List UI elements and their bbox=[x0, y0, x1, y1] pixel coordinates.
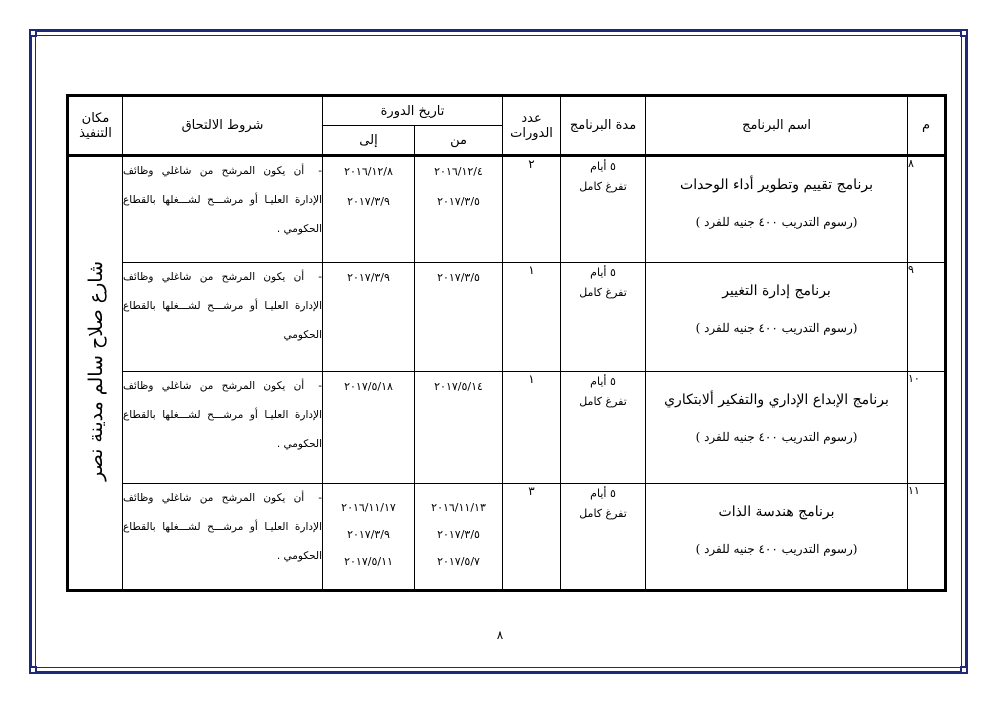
date-to: ٢٠١٦/١١/١٧ ٢٠١٧/٣/٩ ٢٠١٧/٥/١١ bbox=[323, 483, 415, 590]
header-num: م bbox=[908, 96, 946, 156]
date-to: ٢٠١٧/٣/٩ bbox=[323, 263, 415, 372]
bullet-dash: - bbox=[318, 165, 322, 177]
border-corner bbox=[960, 666, 968, 674]
conditions-text: أن يكون المرشح من شاغلي وظائف الإدارة العليـا أو مرشـــح لشـــغلها بالقطاع الحكومي . bbox=[123, 165, 322, 235]
table-row bbox=[68, 483, 946, 590]
duration-mode: تفرغ كامل bbox=[579, 395, 627, 409]
date-to: ٢٠١٦/١٢/٨ ٢٠١٧/٣/٩ bbox=[323, 156, 415, 263]
header-date-from: من bbox=[415, 126, 503, 156]
border-corner bbox=[29, 29, 37, 37]
program-name: برنامج تقييم وتطوير أداء الوحدات bbox=[680, 177, 873, 193]
program-name: برنامج الإبداع الإداري والتفكير ألابتكاري bbox=[664, 392, 889, 409]
place-cell bbox=[68, 156, 123, 591]
conditions-text: أن يكون المرشح من شاغلي وظائف الإدارة العليـا أو مرشـــح لشـــغلها بالقطاع الحكومي . bbox=[123, 491, 322, 562]
header-duration: مدة البرنامج bbox=[561, 96, 646, 156]
header-program-name: اسم البرنامج bbox=[646, 96, 908, 156]
count-cell: ٢ bbox=[503, 156, 561, 263]
border-corner bbox=[960, 29, 968, 37]
bullet-dash: - bbox=[318, 491, 322, 504]
header-conditions: شروط الالتحاق bbox=[123, 96, 323, 156]
border-corner bbox=[29, 666, 37, 674]
count-cell: ٣ bbox=[503, 483, 561, 590]
date-from: ٢٠١٦/١١/١٣ ٢٠١٧/٣/٥ ٢٠١٧/٥/٧ bbox=[415, 483, 503, 590]
programs-table bbox=[66, 94, 947, 592]
count-cell: ١ bbox=[503, 372, 561, 483]
program-fee: (رسوم التدريب ٤٠٠ جنيه للفرد ) bbox=[695, 321, 858, 336]
duration-mode: تفرغ كامل bbox=[579, 180, 627, 193]
place-text: شارع صلاح سالم مدينة نصر bbox=[84, 261, 107, 481]
date-from: ٢٠١٧/٥/١٤ bbox=[415, 372, 503, 483]
table-row bbox=[68, 156, 946, 263]
conditions-text: أن يكون المرشح من شاغلي وظائف الإدارة العليـا أو مرشـــح لشـــغلها بالقطاع الحكومي bbox=[123, 271, 322, 342]
conditions-cell bbox=[123, 372, 323, 483]
date-from: ٢٠١٧/٣/٥ bbox=[415, 263, 503, 372]
table-row bbox=[68, 263, 946, 372]
conditions-cell bbox=[123, 156, 323, 263]
row-num: ١٠ bbox=[908, 372, 946, 483]
conditions-cell bbox=[123, 263, 323, 372]
program-fee: (رسوم التدريب ٤٠٠ جنيه للفرد ) bbox=[695, 430, 858, 445]
program-cell bbox=[646, 156, 908, 263]
duration-mode: تفرغ كامل bbox=[579, 506, 627, 520]
conditions-text: أن يكون المرشح من شاغلي وظائف الإدارة العليـا أو مرشـــح لشـــغلها بالقطاع الحكومي . bbox=[123, 380, 322, 451]
program-name: برنامج إدارة التغيير bbox=[722, 283, 831, 300]
table-row bbox=[68, 372, 946, 483]
row-num: ١١ bbox=[908, 483, 946, 590]
count-cell: ١ bbox=[503, 263, 561, 372]
bullet-dash: - bbox=[318, 271, 322, 284]
row-num: ٩ bbox=[908, 263, 946, 372]
program-cell bbox=[646, 483, 908, 590]
header-date: تاريخ الدورة bbox=[323, 96, 503, 126]
header-date-to: إلى bbox=[323, 126, 415, 156]
page-number: ٨ bbox=[496, 628, 504, 642]
program-fee: (رسوم التدريب ٤٠٠ جنيه للفرد ) bbox=[695, 215, 858, 229]
duration-cell bbox=[561, 156, 646, 263]
duration-days: ٥ أيام bbox=[590, 486, 616, 500]
date-to: ٢٠١٧/٥/١٨ bbox=[323, 372, 415, 483]
duration-days: ٥ أيام bbox=[590, 266, 616, 280]
program-name: برنامج هندسة الذات bbox=[718, 503, 835, 520]
program-cell bbox=[646, 372, 908, 483]
duration-days: ٥ أيام bbox=[590, 160, 616, 173]
conditions-cell bbox=[123, 483, 323, 590]
program-cell bbox=[646, 263, 908, 372]
duration-cell bbox=[561, 483, 646, 590]
bullet-dash: - bbox=[318, 380, 322, 393]
row-num: ٨ bbox=[908, 156, 946, 263]
date-from: ٢٠١٦/١٢/٤ ٢٠١٧/٣/٥ bbox=[415, 156, 503, 263]
duration-mode: تفرغ كامل bbox=[579, 286, 627, 300]
duration-cell bbox=[561, 263, 646, 372]
program-fee: (رسوم التدريب ٤٠٠ جنيه للفرد ) bbox=[695, 541, 858, 556]
duration-days: ٥ أيام bbox=[590, 375, 616, 389]
header-count: عدد الدورات bbox=[503, 96, 561, 156]
duration-cell bbox=[561, 372, 646, 483]
header-place: مكان التنفيذ bbox=[68, 96, 123, 156]
